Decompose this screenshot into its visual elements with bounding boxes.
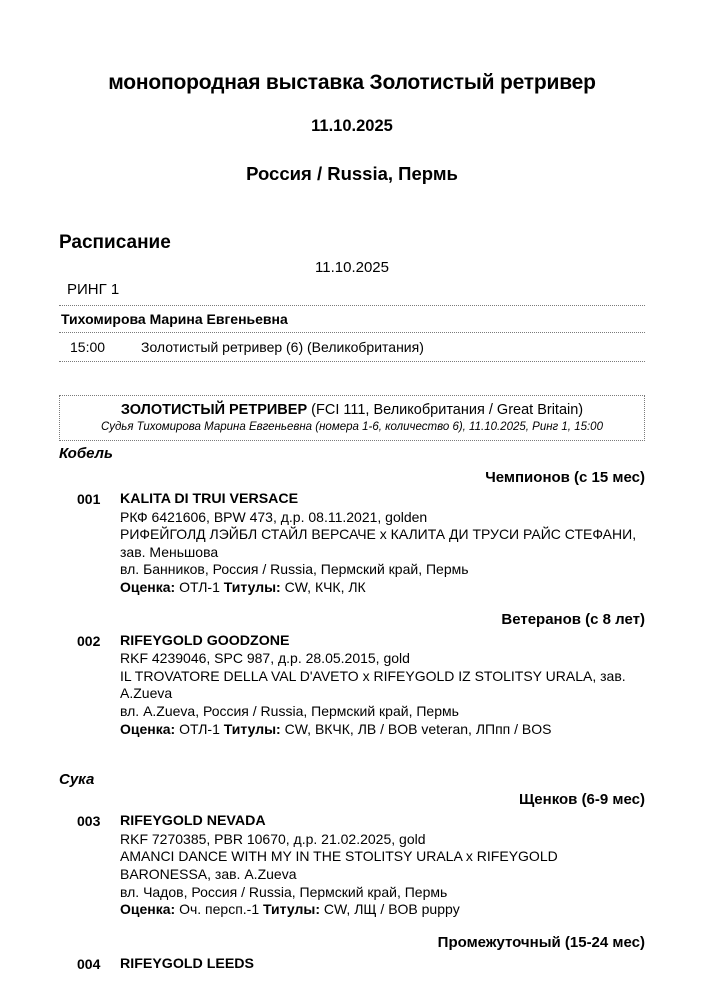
evaluation-label: Оценка: bbox=[120, 578, 176, 595]
entry-body bbox=[120, 813, 645, 919]
evaluation-value: ОТЛ-1 bbox=[179, 578, 220, 595]
slot-breed: Золотистый ретривер (6) (Великобритания) bbox=[141, 339, 424, 355]
catalog-entry-004 bbox=[59, 956, 645, 974]
evaluation-label: Оценка: bbox=[120, 720, 176, 737]
breed-header-box bbox=[59, 395, 645, 441]
dotted-divider bbox=[59, 361, 645, 362]
class-heading-puppy: Щенков (6-9 мес) bbox=[519, 791, 645, 809]
entry-registration: RKF 7270385, PBR 10670, д.р. 21.02.2025, gold bbox=[120, 830, 426, 847]
entry-results bbox=[120, 579, 645, 597]
entry-name: RIFEYGOLD GOODZONE bbox=[120, 632, 290, 649]
entry-registration: РКФ 6421606, BPW 473, д.р. 08.11.2021, golden bbox=[120, 508, 428, 525]
titles-label: Титулы: bbox=[223, 578, 281, 595]
entry-body bbox=[120, 956, 645, 974]
class-heading-veteran: Ветеранов (с 8 лет) bbox=[501, 610, 645, 628]
class-heading-intermediate: Промежуточный (15-24 мес) bbox=[437, 933, 645, 951]
catalog-entry-003 bbox=[59, 813, 645, 919]
entry-parents: РИФЕЙГОЛД ЛЭЙБЛ СТАЙЛ ВЕРСАЧЕ х КАЛИТА ДИ ТРУСИ РАЙС СТЕФАНИ, зав. Меньшова bbox=[120, 526, 637, 560]
show-date: 11.10.2025 bbox=[311, 117, 393, 135]
entry-parents: IL TROVATORE DELLA VAL D'AVETO x RIFEYGOLD IZ STOLITSY URALA, зав. A.Zueva bbox=[120, 667, 626, 702]
entry-results bbox=[120, 721, 645, 739]
entry-registration: RKF 4239046, SPC 987, д.р. 28.05.2015, gold bbox=[120, 650, 410, 667]
breed-header-line bbox=[70, 401, 634, 419]
breed-details: (FCI 111, Великобритания / Great Britain) bbox=[311, 402, 584, 418]
entry-owner: вл. Банников, Россия / Russia, Пермский край, Пермь bbox=[120, 561, 469, 578]
entry-name: KALITA DI TRUI VERSACE bbox=[120, 491, 299, 507]
entry-results bbox=[120, 901, 645, 919]
titles-value: CW, КЧК, ЛК bbox=[284, 578, 366, 595]
sex-heading-male: Кобель bbox=[59, 445, 113, 462]
titles-label: Титулы: bbox=[263, 901, 320, 918]
catalog-entry-002 bbox=[59, 633, 645, 739]
evaluation-label: Оценка: bbox=[120, 901, 176, 918]
titles-value: CW, ВКЧК, ЛВ / BOB veteran, ЛПпп / BOS bbox=[284, 720, 552, 737]
judge-name: Тихомирова Марина Евгеньевна bbox=[61, 311, 288, 327]
show-location: Россия / Russia, Пермь bbox=[246, 163, 458, 184]
entry-number: 001 bbox=[77, 491, 101, 507]
slot-time: 15:00 bbox=[70, 339, 106, 355]
entry-name: RIFEYGOLD NEVADA bbox=[120, 813, 266, 830]
titles-value: CW, ЛЩ / BOB puppy bbox=[323, 901, 460, 918]
breed-judge-line: Судья Тихомирова Марина Евгеньевна (номера 1-6, количество 6), 11.10.2025, Ринг 1, 15:00 bbox=[101, 421, 603, 433]
schedule-slot-row bbox=[59, 333, 645, 361]
entry-name: RIFEYGOLD LEEDS bbox=[120, 955, 255, 972]
sex-heading-female: Сука bbox=[59, 771, 95, 789]
entry-number: 004 bbox=[77, 955, 101, 972]
schedule-date: 11.10.2025 bbox=[315, 259, 389, 276]
entry-owner: вл. Чадов, Россия / Russia, Пермский край, Пермь bbox=[120, 883, 448, 900]
evaluation-value: ОТЛ-1 bbox=[179, 720, 220, 737]
entry-parents: AMANCI DANCE WITH MY IN THE STOLITSY URALA x RIFEYGOLD BARONESSA, зав. A.Zueva bbox=[120, 848, 558, 882]
entry-body bbox=[120, 491, 645, 597]
ring-label: РИНГ 1 bbox=[67, 281, 120, 298]
titles-label: Титулы: bbox=[223, 720, 281, 737]
schedule-heading: Расписание bbox=[59, 232, 171, 253]
entry-owner: вл. A.Zueva, Россия / Russia, Пермский край, Пермь bbox=[120, 702, 459, 719]
page-title: монопородная выставка Золотистый ретривер bbox=[108, 71, 596, 94]
entry-number: 002 bbox=[77, 632, 101, 649]
evaluation-value: Оч. персп.-1 bbox=[179, 901, 260, 918]
entry-body bbox=[120, 633, 645, 739]
entry-number: 003 bbox=[77, 813, 101, 830]
class-heading-champion: Чемпионов (с 15 мес) bbox=[485, 469, 645, 486]
catalog-entry-001 bbox=[59, 491, 645, 597]
breed-name: ЗОЛОТИСТЫЙ РЕТРИВЕР bbox=[120, 402, 308, 418]
